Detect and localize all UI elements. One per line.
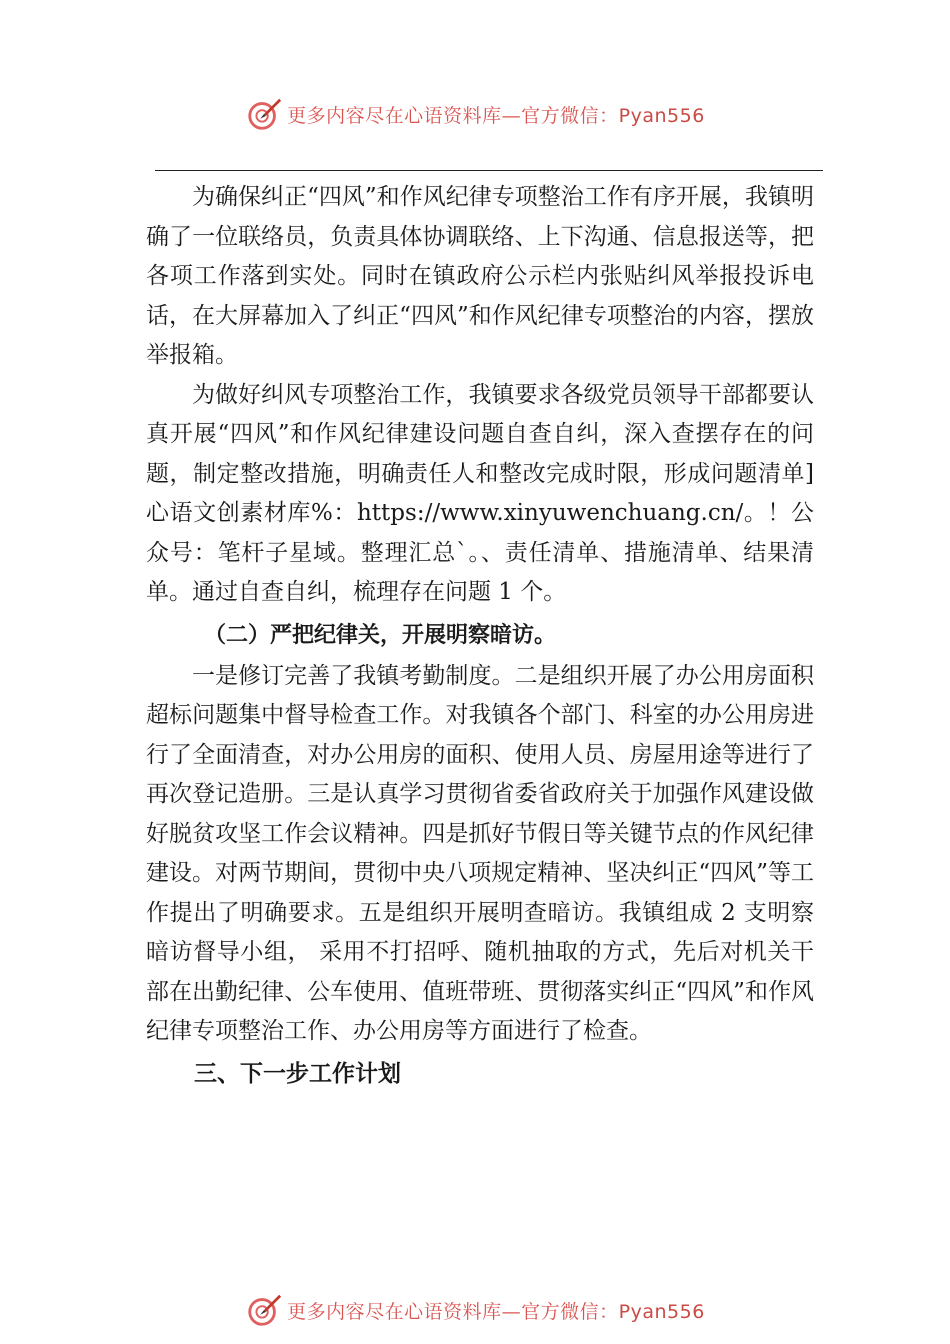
- pen-logo-icon: [245, 95, 283, 133]
- banner-text: [287, 1297, 705, 1324]
- footer-banner: [0, 1288, 950, 1332]
- paragraph-3: 一是修订完善了我镇考勤制度。二是组织开展了办公用房面积超标问题集中督导检查工作。对我镇各个部门、科室的办公用房进行了全面清查，对办公用房的面积、使用人员、房屋用途等进行了再次登记造册。三是认真学习贯彻省委省政府关于加强作风建设做好脱贫攻坚工作会议精神。四是抓好节假日等关键节点的作风纪律建设。对两节期间，贯彻中央八项规定精神、坚决纠正“四风”等工作提出了明确要求。五是组织开展明查暗访。我镇组成 2 支明察暗访督导小组， 采用不打招呼、随机抽取的方式，先后对机关干部在出勤纪律、公车使用、值班带班、贯彻落实纠正“四风”和作风纪律专项整治工作、办公用房等方面进行了检查。: [146, 662, 814, 1044]
- paragraph-2: 为做好纠风专项整治工作，我镇要求各级党员领导干部都要认真开展“四风”和作风纪律建设问题自查自纠，深入查摆存在的问题，制定整改措施，明确责任人和整改完成时限，形成问题清单]心语文创素材库%：https://www.xinyuwenchuang.cn/。！公众号：笔杆子星域。整理汇总`。、责任清单、措施清单、结果清单。通过自查自纠，梳理存在问题 1 个。: [146, 381, 814, 605]
- document-body: [146, 178, 814, 1096]
- banner-text: [287, 101, 705, 128]
- banner-cn: 更多内容尽在心语资料库—官方微信：: [287, 104, 619, 127]
- section-heading: 三、下一步工作计划: [194, 1060, 401, 1087]
- header-rule: [155, 170, 823, 171]
- header-banner: [0, 92, 950, 136]
- subheading: （二）严把纪律关，开展明察暗访。: [204, 621, 557, 648]
- pen-logo-icon: [245, 1291, 283, 1329]
- paragraph-1: 为确保纠正“四风”和作风纪律专项整治工作有序开展，我镇明确了一位联络员，负责具体协调联络、上下沟通、信息报送等，把各项工作落到实处。同时在镇政府公示栏内张贴纠风举报投诉电话，在大屏幕加入了纠正“四风”和作风纪律专项整治的内容，摆放举报箱。: [146, 184, 814, 368]
- banner-id: Pyan556: [618, 1300, 705, 1323]
- banner-id: Pyan556: [618, 104, 705, 127]
- banner-cn: 更多内容尽在心语资料库—官方微信：: [287, 1300, 619, 1323]
